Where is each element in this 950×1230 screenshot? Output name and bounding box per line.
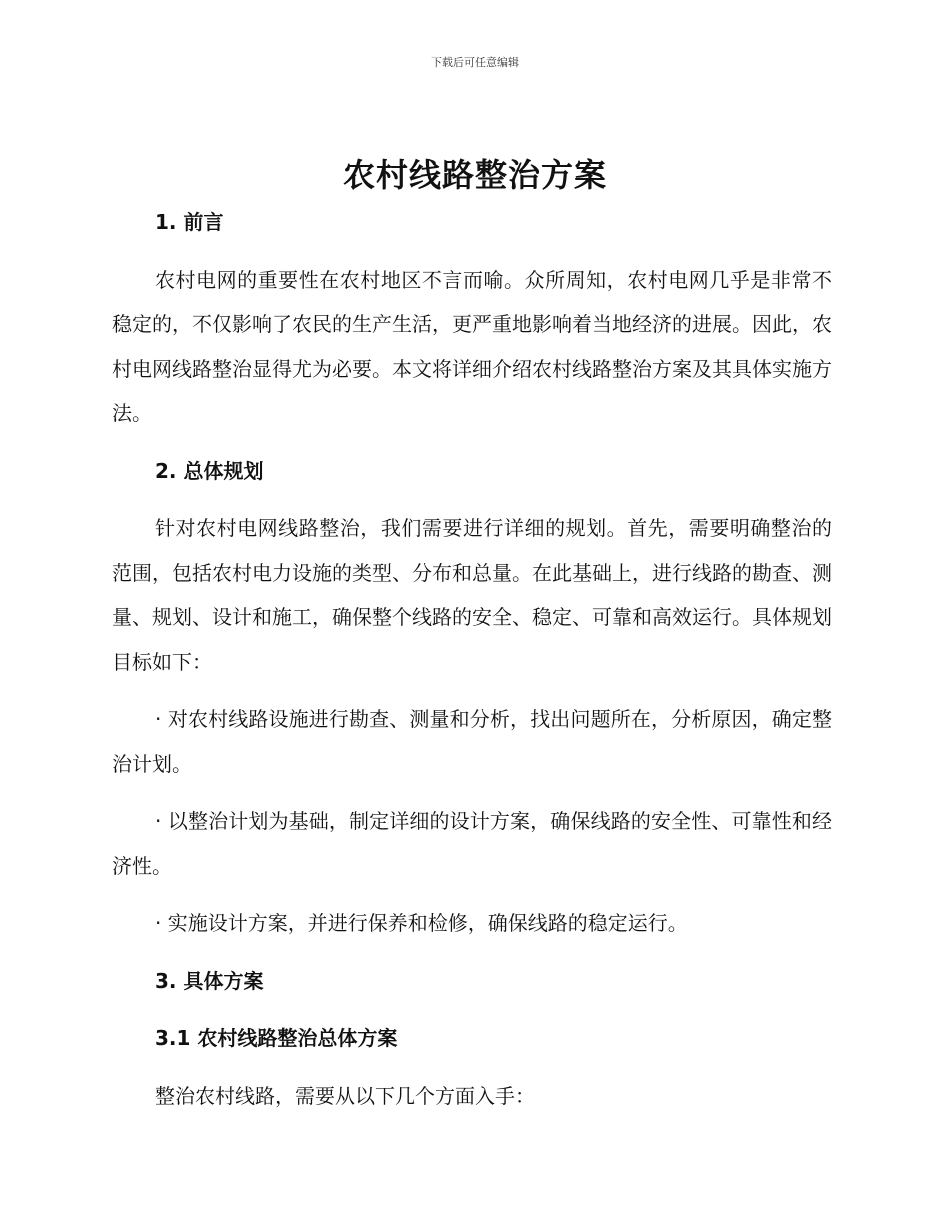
- subsection-heading-overall-scheme: 3.1 农村线路整治总体方案: [155, 1026, 398, 1050]
- section-heading-overall-plan: 2. 总体规划: [155, 458, 264, 483]
- bullet-item-1: · 对农村线路设施进行勘查、测量和分析，找出问题所在，分析原因，确定整治计划。: [112, 707, 832, 776]
- document-title: 农村线路整治方案: [342, 156, 607, 194]
- paragraph-preface: 农村电网的重要性在农村地区不言而喻。众所周知，农村电网几乎是非常不稳定的，不仅影响了农民的生产生活，更严重地影响着当地经济的进展。因此，农村电网线路整治显得尤为必要。本文将详细介绍农村线路整治方案及其具体实施方法。: [112, 267, 832, 425]
- paragraph-overall-scheme: 整治农村线路，需要从以下几个方面入手：: [155, 1083, 535, 1108]
- bullet-item-3: · 实施设计方案，并进行保养和检修，确保线路的稳定运行。: [155, 911, 688, 935]
- section-heading-specific-plan: 3. 具体方案: [155, 968, 264, 993]
- section-heading-preface: 1. 前言: [155, 210, 224, 234]
- bullet-item-2: · 以整治计划为基础，制定详细的设计方案，确保线路的安全性、可靠性和经济性。: [112, 809, 832, 878]
- header-note: 下载后可任意编辑: [431, 56, 519, 69]
- document-body: [112, 200, 832, 1118]
- paragraph-overall-plan: 针对农村电网线路整治，我们需要进行详细的规划。首先，需要明确整治的范围，包括农村电力设施的类型、分布和总量。在此基础上，进行线路的勘查、测量、规划、设计和施工，确保整个线路的安全、稳定、可靠和高效运行。具体规划目标如下：: [112, 516, 832, 674]
